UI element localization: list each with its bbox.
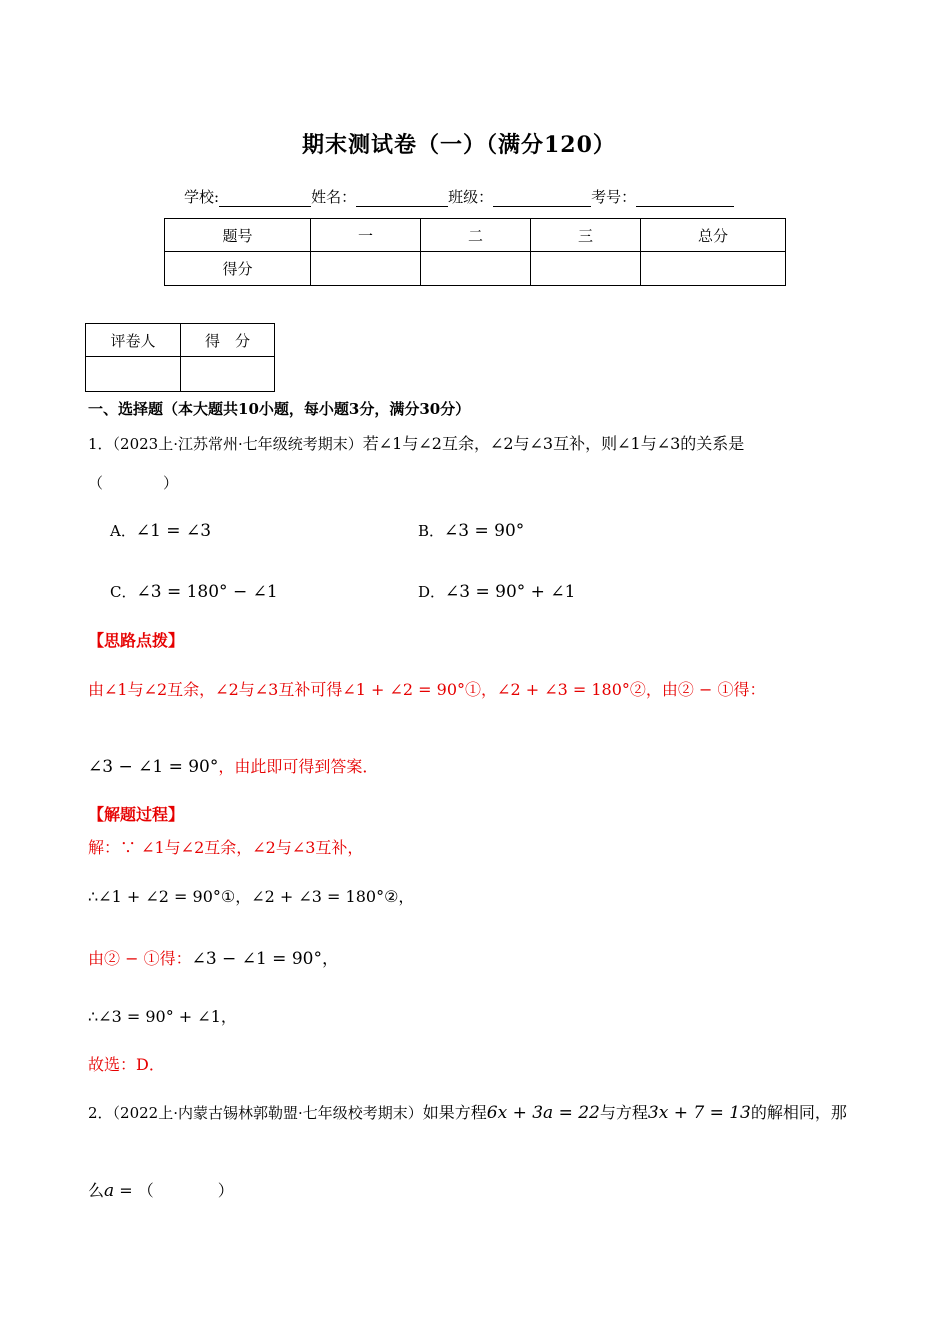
option-label: D． [418, 583, 446, 601]
hint-line-2 [88, 754, 378, 777]
option-a[interactable] [110, 520, 211, 541]
section-heading: 一、选择题（本大题共10小题，每小题3分，满分30分） [88, 400, 471, 418]
score-cell[interactable] [311, 252, 421, 286]
solution-line-4: ∴∠3 = 90° + ∠1， [88, 1007, 237, 1026]
score-cell[interactable] [641, 252, 786, 286]
option-text: ∠3 = 90° + ∠1 [445, 582, 576, 602]
question-2-stem [88, 1100, 847, 1123]
score-header-cell: 总分 [641, 219, 786, 252]
question-1-paren: （ ） [88, 474, 179, 492]
solution-line-1: 解：∵ ∠1与∠2互余，∠2与∠3互补， [88, 838, 364, 857]
variable-a: a [104, 1181, 115, 1201]
student-info-line [184, 186, 734, 207]
hint-heading: 【思路点拨】 [88, 631, 185, 650]
grader-header-cell: 得 分 [181, 324, 275, 357]
option-text: ∠3 = 180° − ∠1 [136, 582, 278, 602]
question-text: 么 [88, 1181, 105, 1200]
hint-line-1: 由∠1与∠2互余，∠2与∠3互补可得∠1 + ∠2 = 90°①，∠2 + ∠3 = 180°②，由② − ①得： [88, 680, 766, 699]
name-blank[interactable] [356, 190, 448, 207]
exam-no-label: 考号： [591, 188, 637, 206]
question-source: （2023上·江苏常州·七年级统考期末） [112, 435, 363, 453]
class-label: 班级： [448, 188, 494, 206]
question-text: 的解相同，那 [750, 1103, 847, 1122]
option-c[interactable] [110, 581, 278, 602]
option-d[interactable] [418, 581, 575, 602]
question-text: 与方程 [599, 1103, 648, 1122]
question-2-line-2 [88, 1178, 234, 1201]
class-blank[interactable] [493, 190, 591, 207]
question-1-stem [88, 431, 744, 454]
score-header-cell: 题号 [165, 219, 311, 252]
solution-heading: 【解题过程】 [88, 805, 185, 824]
option-label: A． [110, 522, 136, 540]
score-header-cell: 二 [421, 219, 531, 252]
score-header-cell: 三 [531, 219, 641, 252]
school-label: 学校: [184, 188, 220, 206]
score-cell[interactable] [531, 252, 641, 286]
question-source: （2022上·内蒙古锡林郭勒盟·七年级校考期末） [112, 1104, 423, 1122]
score-row-label: 得分 [165, 252, 311, 286]
solution-math: ∠3 − ∠1 = 90°， [191, 949, 339, 969]
hint-math: ∠3 − ∠1 = 90° [88, 757, 219, 777]
equation-1: 6x + 3a = 22 [486, 1103, 600, 1123]
score-table [164, 218, 786, 286]
equation-2: 3x + 7 = 13 [647, 1103, 751, 1123]
option-label: B． [418, 522, 445, 540]
hint-text: ，由此即可得到答案． [218, 757, 379, 776]
school-blank[interactable] [219, 190, 311, 207]
option-b[interactable] [418, 520, 524, 541]
solution-line-3 [88, 944, 339, 969]
score-cell[interactable] [421, 252, 531, 286]
solution-answer: 故选：D． [88, 1055, 165, 1074]
solution-text: 由② − ①得： [88, 949, 192, 968]
question-number: 1． [88, 435, 113, 453]
page-title: 期末测试卷（一）（满分120） [302, 132, 616, 158]
option-text: ∠1 = ∠3 [135, 521, 212, 541]
question-paren: = （ ） [114, 1181, 234, 1200]
score-header-cell: 一 [311, 219, 421, 252]
question-text: 若∠1与∠2互余，∠2与∠3互补，则∠1与∠3的关系是 [362, 434, 745, 453]
grader-cell[interactable] [86, 357, 181, 392]
question-text: 如果方程 [422, 1103, 487, 1122]
exam-no-blank[interactable] [636, 190, 734, 207]
name-label: 姓名： [311, 188, 357, 206]
grader-table [85, 323, 275, 392]
option-text: ∠3 = 90° [444, 521, 525, 541]
grader-header-cell: 评卷人 [86, 324, 181, 357]
solution-line-2: ∴∠1 + ∠2 = 90°①，∠2 + ∠3 = 180°②， [88, 887, 415, 906]
grader-cell[interactable] [181, 357, 275, 392]
option-label: C． [110, 583, 137, 601]
question-number: 2． [88, 1104, 113, 1122]
